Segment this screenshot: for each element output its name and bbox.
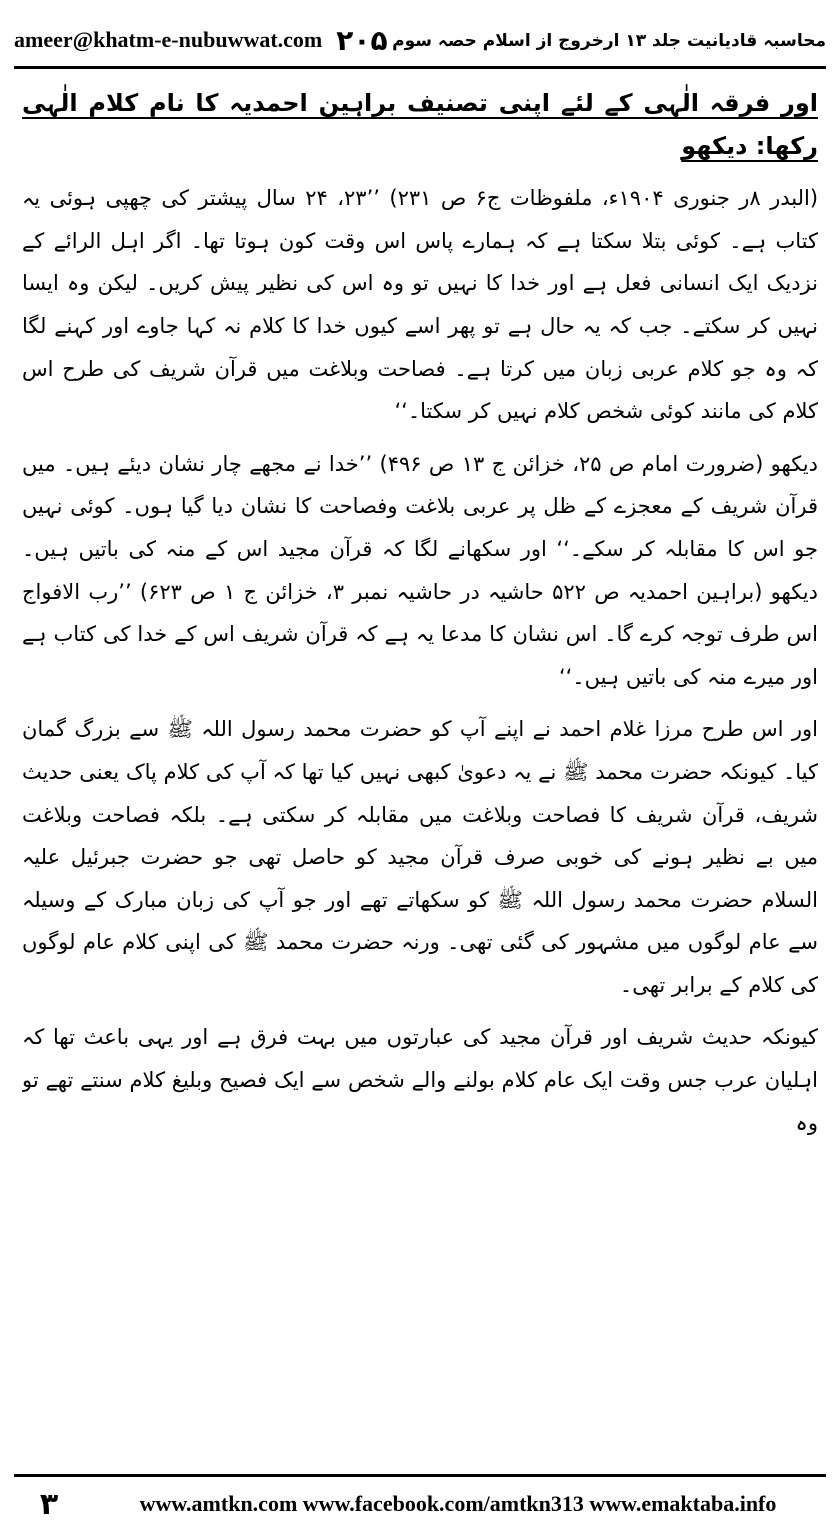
page-footer <box>14 1474 826 1534</box>
paragraph: کیونکہ حدیث شریف اور قرآن مجید کی عبارتوں میں بہت فرق ہے اور یہی باعث تھا کہ اہلیان عرب جس وقت ایک عام کلام بولنے والے شخص سے ایک فصیح وبلیغ کلام سنتے تھے تو وہ <box>22 1025 818 1135</box>
header-divider <box>14 66 826 69</box>
page-number: ۲۰۵ <box>336 23 388 57</box>
paragraph: دیکھو (ضرورت امام ص ۲۵، خزائن ج ۱۳ ص ۴۹۶) ’’خدا نے مجھے چار نشان دیئے ہیں۔ میں قرآن شریف کے معجزے کے ظل پر عربی بلاغت وفصاحت کا نشان دیا گیا ہوں۔ کوئی نہیں جو اس کا مقابلہ کر سکے۔‘‘ اور سکھانے لگا کہ قرآن مجید اس کے منہ کی باتیں ہیں۔ دیکھو (براہین احمدیہ ص ۵۲۲ حاشیہ در حاشیہ نمبر ۳، خزائن ج ۱ ص ۶۲۳) ’’رب الافواج اس طرف توجہ کرے گا۔ اس نشان کا مدعا یہ ہے کہ قرآن شریف اس کے خدا کی کتاب ہے اور میرے منہ کی باتیں ہیں۔‘‘ <box>22 451 818 689</box>
book-title: محاسبہ قادیانیت جلد ۱۳ ارخروج از اسلام حصہ سوم <box>392 30 826 51</box>
page-body <box>22 82 818 1472</box>
section-heading: اور فرقہ الٰہی کے لئے اپنی تصنیف براہین احمدیہ کا نام کلام الٰہی رکھا: دیکھو <box>22 89 818 160</box>
header-left-group <box>14 24 388 57</box>
section-number: ۳ <box>39 1486 59 1522</box>
paragraph: (البدر ۸ر جنوری ۱۹۰۴ء، ملفوظات ج۶ ص ۲۳۱) ’’۲۳، ۲۴ سال پیشتر کی چھپی ہوئی یہ کتاب ہے۔ کوئی بتلا سکتا ہے کہ ہمارے پاس اس وقت کون ہوتا تھا۔ اگر اہل الرائے کے نزدیک ایک انسانی فعل ہے اور خدا کا نہیں تو وہ اس کی نظیر پیش کریں۔ لیکن وہ ایسا نہیں کر سکتے۔ جب کہ یہ حال ہے تو پھر اسے کیوں خدا کا کلام نہ کہا جاوے اور کہنے لگا کہ وہ جو کلام عربی زبان میں کرتا ہے۔ فصاحت وبلاغت میں قرآن شریف کی طرح اس کلام کی مانند کوئی شخص کلام نہیں کر سکتا۔‘‘ <box>22 186 818 424</box>
page-header <box>14 14 826 66</box>
header-email: ameer@khatm-e-nubuwwat.com <box>14 27 323 52</box>
paragraph: اور اس طرح مرزا غلام احمد نے اپنے آپ کو حضرت محمد رسول اللہ ﷺ سے بزرگ گمان کیا۔ کیونکہ حضرت محمد ﷺ نے یہ دعویٰ کبھی نہیں کیا تھا کہ آپ کی کلام پاک یعنی حدیث شریف، قرآن شریف کا فصاحت وبلاغت میں مقابلہ کر سکتی ہے۔ بلکہ فصاحت وبلاغت میں بے نظیر ہونے کی خوبی صرف قرآن مجید کو حاصل تھی جو حضرت جبرئیل علیہ السلام حضرت محمد رسول اللہ ﷺ کو سکھاتے تھے اور جو آپ کی زبان مبارک کے وسیلہ سے عام لوگوں میں مشہور کی گئی تھی۔ ورنہ حضرت محمد ﷺ کی اپنی کلام عام لوگوں کی کلام کے برابر تھی۔ <box>22 717 818 997</box>
footer-website-links: www.amtkn.com www.facebook.com/amtkn313 www.emaktaba.info <box>139 1491 777 1516</box>
footer-divider <box>14 1474 826 1477</box>
